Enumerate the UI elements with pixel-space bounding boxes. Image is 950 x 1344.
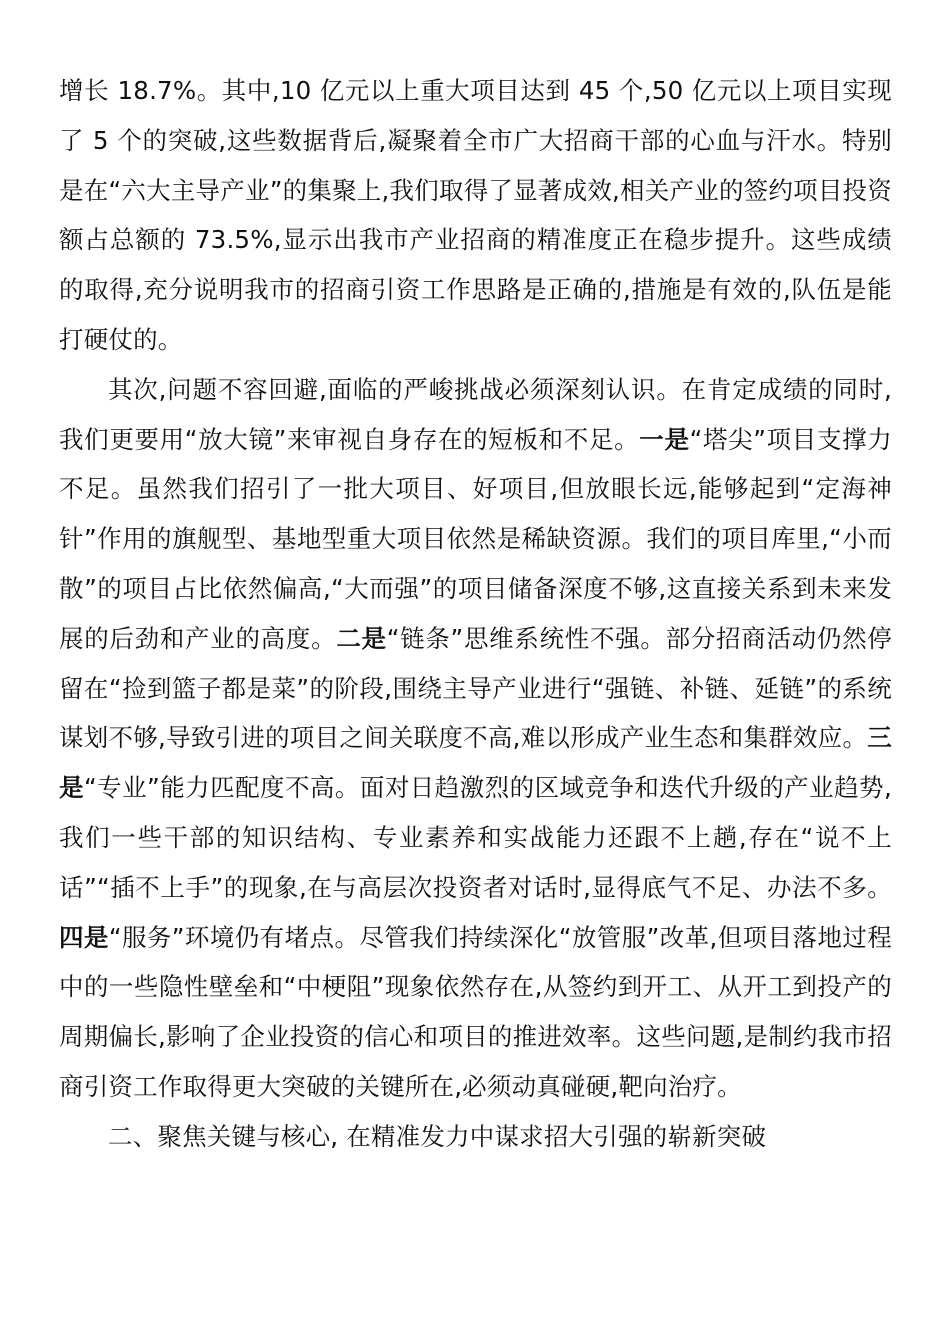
point-three-label: 三是 bbox=[59, 723, 892, 803]
point-two-label: 二是 bbox=[336, 623, 387, 653]
point-one-label: 一是 bbox=[639, 424, 690, 454]
paragraph-text: 其次,问题不容回避,面临的严峻挑战必须深刻认识。在肯定成绩的同时,我们更要用“放大镜”来审视自身存在的短板和不足。 bbox=[59, 374, 892, 454]
document-body bbox=[59, 66, 892, 1162]
point-four-label: 四是 bbox=[59, 922, 109, 952]
section-heading: 二、聚焦关键与核心, 在精准发力中谋求招大引强的崭新突破 bbox=[108, 1121, 767, 1151]
paragraph-text: “服务”环境仍有堵点。尽管我们持续深化“放管服”改革,但项目落地过程中的一些隐性壁垒和“中梗阻”现象依然存在,从签约到开工、从开工到投产的周期偏长,影响了企业投资的信心和项目的推进效率。这些问题,是制约我市招商引资工作取得更大突破的关键所在,必须动真碰硬,靶向治疗。 bbox=[59, 922, 892, 1101]
paragraph-text: “塔尖”项目支撑力不足。虽然我们招引了一批大项目、好项目,但放眼长远,能够起到“定海神针”作用的旗舰型、基地型重大项目依然是稀缺资源。我们的项目库里,“小而散”的项目占比依然偏高,“大而强”的项目储备深度不够,这直接关系到未来发展的后劲和产业的高度。 bbox=[59, 424, 892, 653]
paragraph-text: “专业”能力匹配度不高。面对日趋激烈的区域竞争和迭代升级的产业趋势,我们一些干部的知识结构、专业素养和实战能力还跟不上趟,存在“说不上话”“插不上手”的现象,在与高层次投资者对话时,显得底气不足、办法不多。 bbox=[59, 773, 892, 902]
paragraph-text: 增长 18.7%。其中,10 亿元以上重大项目达到 45 个,50 亿元以上项目实现了 5 个的突破,这些数据背后,凝聚着全市广大招商干部的心血与汗水。特别是在“六大主导产业”的集聚上,我们取得了显著成效,相关产业的签约项目投资额占总额的 73.5%,显示出我市产业招商的精准度正在稳步提升。这些成绩的取得,充分说明我市的招商引资工作思路是正确的,措施是有效的,队伍是能打硬仗的。 bbox=[59, 76, 892, 354]
paragraph-challenges bbox=[59, 365, 892, 1112]
paragraph-achievements bbox=[59, 66, 892, 365]
paragraph-text: “链条”思维系统性不强。部分招商活动仍然停留在“捡到篮子都是菜”的阶段,围绕主导产业进行“强链、补链、延链”的系统谋划不够,导致引进的项目之间关联度不高,难以形成产业生态和集群效应。 bbox=[59, 623, 892, 753]
